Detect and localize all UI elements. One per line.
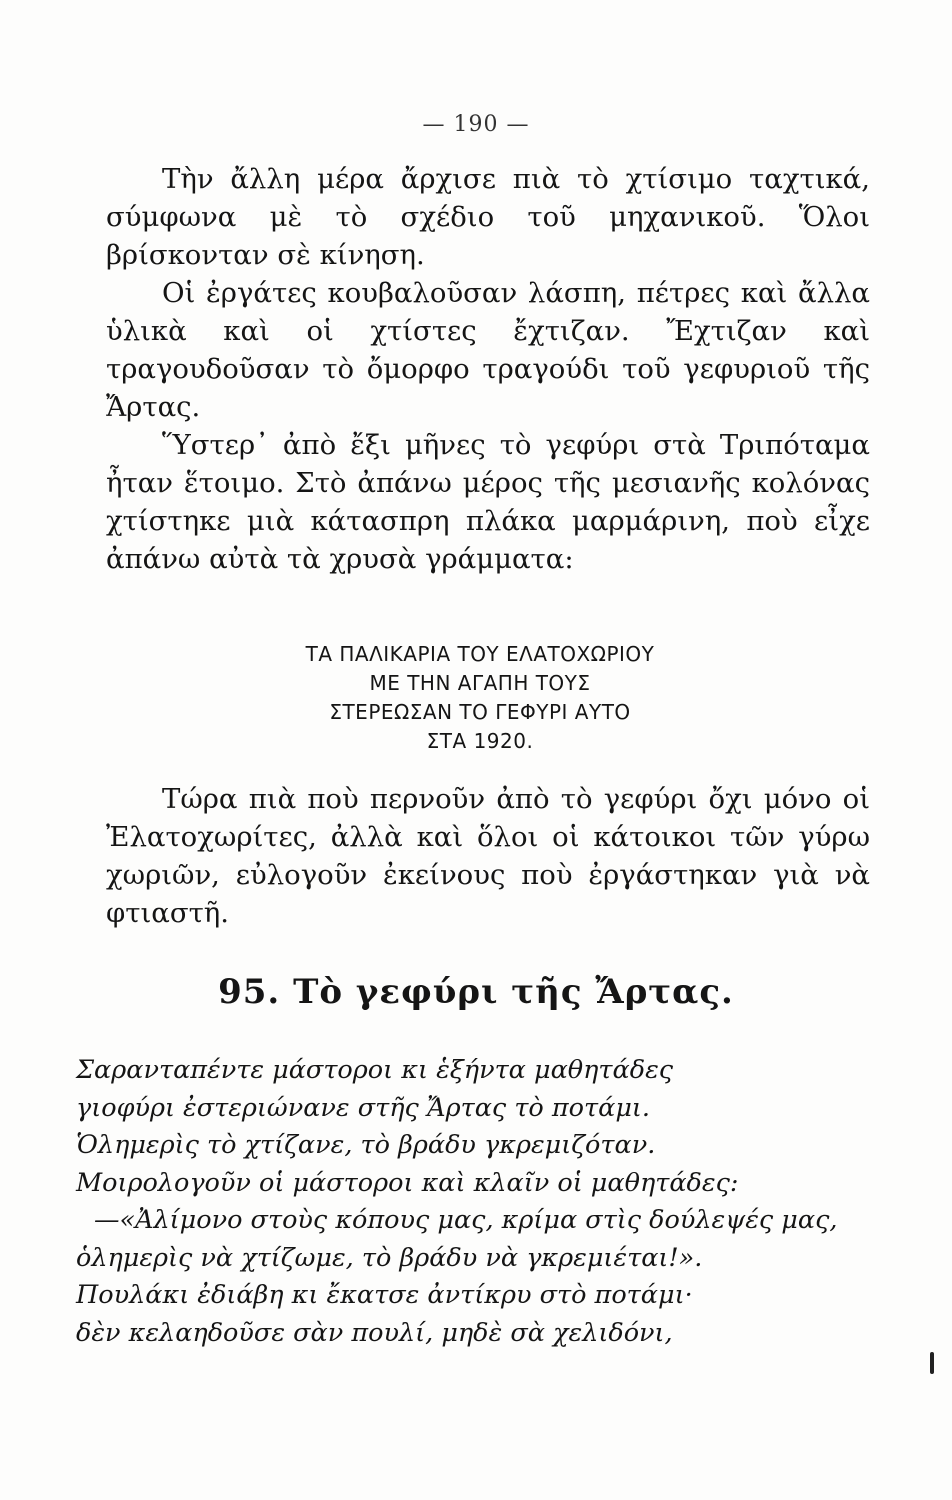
paragraph: Τὴν ἄλλη μέρα ἄρχισε πιὰ τὸ χτίσιμο ταχτικά, σύμφωνα μὲ τὸ σχέδιο τοῦ μηχανικοῦ. Ὅλοι βρίσκονταν σὲ κίνηση.: [106, 163, 870, 271]
poem-line: ὁλημερὶς νὰ χτίζωμε, τὸ βράδυ νὰ γκρεμιέται!».: [76, 1242, 703, 1273]
inscription-line: ΣΤΕΡΕΩΣΑΝ ΤΟ ΓΕΦΥΡΙ ΑΥΤΟ: [329, 700, 631, 724]
poem-line: Σαρανταπέντε μάστοροι κι ἑξήντα μαθητάδες: [76, 1055, 674, 1085]
poem-line: δὲν κελαηδοῦσε σὰν πουλί, μηδὲ σὰ χελιδόνι,: [76, 1317, 673, 1348]
paragraph: Ὕστερ᾽ ἀπὸ ἔξι μῆνες τὸ γεφύρι στὰ Τριπόταμα ἦταν ἕτοιμο. Στὸ ἀπάνω μέρος τῆς μεσιανῆς κολόνας χτίστηκε μιὰ κάτασπρη πλάκα μαρμάρινη, ποὺ εἶχε ἀπάνω αὐτὰ τὰ χρυσὰ γράμματα:: [106, 429, 870, 575]
poem-line: —«Ἀλίμονο στοὺς κόπους μας, κρίμα στὶς δούλεψές μας,: [94, 1205, 838, 1235]
marble-inscription: [180, 640, 780, 756]
poem-line: Πουλάκι ἐδιάβη κι ἔκατσε ἀντίκρυ στὸ ποτάμι·: [76, 1280, 693, 1310]
paragraph: Οἱ ἐργάτες κουβαλοῦσαν λάσπη, πέτρες καὶ ἄλλα ὑλικὰ καὶ οἱ χτίστες ἔχτιζαν. Ἔχτιζαν καὶ τραγουδοῦσαν τὸ ὄμορφο τραγούδι τοῦ γεφυριοῦ τῆς Ἄρτας.: [106, 277, 870, 423]
inscription-line: ΤΑ ΠΑΛΙΚΑΡΙΑ ΤΟΥ ΕΛΑΤΟΧΩΡΙΟΥ: [305, 642, 655, 666]
inscription-line: ΣΤΑ 1920.: [426, 729, 534, 753]
section-heading: [0, 972, 952, 1012]
section-heading-text: 95. Τὸ γεφύρι τῆς Ἄρτας.: [218, 972, 734, 1012]
page-number: — 190 —: [422, 112, 530, 137]
ink-speck: [930, 1352, 934, 1374]
poem-line: Ὁλημερὶς τὸ χτίζανε, τὸ βράδυ γκρεμιζόταν.: [76, 1130, 656, 1160]
paragraph: Τώρα πιὰ ποὺ περνοῦν ἀπὸ τὸ γεφύρι ὄχι μόνο οἱ Ἐλατοχωρίτες, ἀλλὰ καὶ ὅλοι οἱ κάτοικοι τῶν γύρω χωριῶν, εὐλογοῦν ἐκείνους ποὺ ἐργάστηκαν γιὰ νὰ φτιαστῆ.: [106, 783, 870, 929]
poem-line: γιοφύρι ἐστεριώνανε στῆς Ἄρτας τὸ ποτάμι.: [76, 1092, 650, 1123]
poem-line: Μοιρολογοῦν οἱ μάστοροι καὶ κλαῖν οἱ μαθητάδες:: [76, 1167, 739, 1198]
prose-block-after: [106, 780, 870, 932]
poem: [76, 1052, 866, 1352]
prose-block-top: [106, 160, 870, 578]
inscription-line: ΜΕ ΤΗΝ ΑΓΑΠΗ ΤΟΥΣ: [369, 671, 591, 695]
